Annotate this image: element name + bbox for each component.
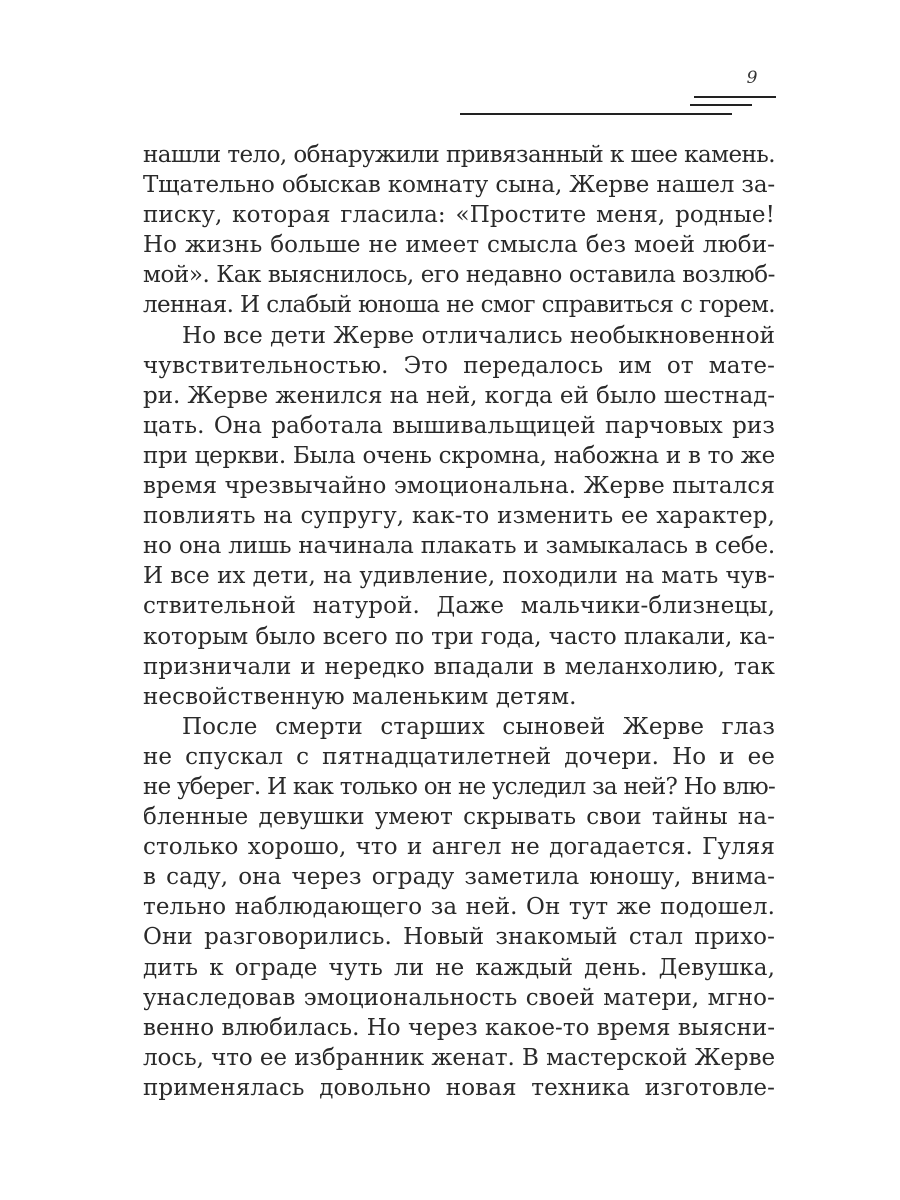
text-line: столько хорошо, что и ангел не догадается. Гуляя bbox=[143, 834, 775, 861]
text-line: чувствительностью. Это передалось им от мате- bbox=[143, 352, 775, 379]
text-line: несвойственную маленьким детям. bbox=[143, 683, 577, 710]
text-line: но она лишь начинала плакать и замыкалась в себе. bbox=[143, 533, 775, 560]
text-line: Тщательно обыскав комнату сына, Жерве нашел за- bbox=[143, 172, 775, 199]
page-number: 9 bbox=[746, 68, 758, 88]
text-line: Но жизнь больше не имеет смысла без моей люби- bbox=[143, 232, 775, 259]
text-line: время чрезвычайно эмоциональна. Жерве пытался bbox=[143, 473, 775, 500]
text-line: Они разговорились. Новый знакомый стал прихо- bbox=[143, 924, 775, 951]
text-line: при церкви. Была очень скромна, набожна и в то же bbox=[143, 442, 776, 469]
text-line: не уберег. И как только он не уследил за ней? Но влю- bbox=[143, 773, 775, 800]
text-line: венно влюбилась. Но через какое-то время выясни- bbox=[143, 1014, 775, 1041]
header-rule-long bbox=[460, 113, 732, 115]
text-line: не спускал с пятнадцатилетней дочери. Но и ее bbox=[143, 743, 775, 770]
text-line: которым было всего по три года, часто плакали, ка- bbox=[143, 623, 775, 650]
text-line: бленные девушки умеют скрывать свои тайны на- bbox=[143, 804, 775, 831]
text-line: повлиять на супругу, как-то изменить ее характер, bbox=[143, 503, 775, 530]
text-line: тельно наблюдающего за ней. Он тут же подошел. bbox=[143, 894, 775, 921]
text-line: лось, что ее избранник женат. В мастерской Жерве bbox=[143, 1044, 775, 1071]
text-line: цать. Она работала вышивальщицей парчовых риз bbox=[143, 412, 775, 439]
body-text bbox=[143, 140, 775, 1103]
text-line: писку, которая гласила: «Простите меня, родные! bbox=[143, 202, 775, 229]
text-line: ствительной натурой. Даже мальчики-близнецы, bbox=[143, 593, 775, 620]
header-rule-top bbox=[694, 96, 776, 98]
text-line: ленная. И слабый юноша не смог справиться с горем. bbox=[143, 292, 775, 319]
text-line: После смерти старших сыновей Жерве глаз bbox=[182, 713, 775, 740]
text-line: унаследовав эмоциональность своей матери, мгно- bbox=[143, 984, 775, 1011]
text-line: мой». Как выяснилось, его недавно оставила возлюб- bbox=[143, 262, 775, 289]
text-line: И все их дети, на удивление, походили на мать чув- bbox=[143, 563, 775, 590]
text-line: в саду, она через ограду заметила юношу, внима- bbox=[143, 864, 775, 891]
header-rule-middle bbox=[690, 104, 752, 106]
text-line: нашли тело, обнаружили привязанный к шее камень. bbox=[143, 142, 775, 168]
text-line: призничали и нередко впадали в меланхолию, так bbox=[143, 653, 775, 680]
text-line: применялась довольно новая техника изготовле- bbox=[143, 1074, 775, 1101]
text-line: Но все дети Жерве отличались необыкновенной bbox=[182, 322, 775, 349]
text-line: дить к ограде чуть ли не каждый день. Девушка, bbox=[143, 954, 775, 981]
text-line: ри. Жерве женился на ней, когда ей было шестнад- bbox=[143, 382, 775, 409]
